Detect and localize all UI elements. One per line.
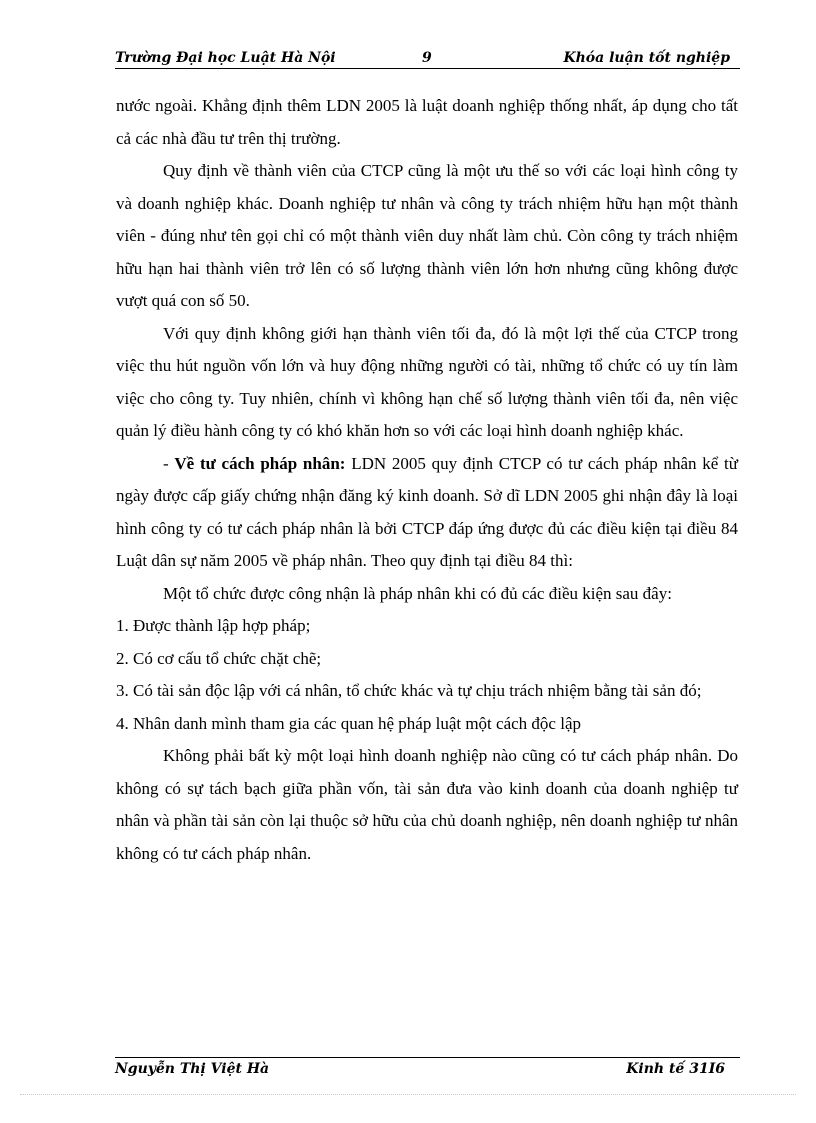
condition-item: 3. Có tài sản độc lập với cá nhân, tổ chức khác và tự chịu trách nhiệm bằng tài sản đó; <box>116 681 702 700</box>
condition-item: 2. Có cơ cấu tổ chức chặt chẽ; <box>116 648 322 668</box>
condition-item: 4. Nhân danh mình tham gia các quan hệ pháp luật một cách độc lập <box>116 713 581 733</box>
paragraph-continued: nước ngoài. Khẳng định thêm LDN 2005 là luật doanh nghiệp thống nhất, áp dụng cho tất cả các nhà đầu tư trên thị trường. <box>116 96 738 148</box>
condition-item: 1. Được thành lập hợp pháp; <box>116 616 311 635</box>
page-header <box>115 48 740 69</box>
paragraph-members: Quy định về thành viên của CTCP cũng là một ưu thế so với các loại hình công ty và doanh nghiệp khác. Doanh nghiệp tư nhân và công ty trách nhiệm hữu hạn một thành viên - đúng như tên gọi chỉ có một thành viên duy nhất làm chủ. Còn công ty trách nhiệm hữu hạn hai thành viên trở lên có số lượng thành viên lớn hơn nhưng cũng không được vượt quá con số 50. <box>116 161 738 310</box>
conditions-intro: Một tổ chức được công nhận là pháp nhân khi có đủ các điều kiện sau đây: <box>163 583 672 603</box>
paragraph-unlimited-members: Với quy định không giới hạn thành viên tối đa, đó là một lợi thế của CTCP trong việc thu hút nguồn vốn lớn và huy động những người có tài, những tổ chức có uy tín làm việc cho công ty. Tuy nhiên, chính vì không hạn chế số lượng thành viên tối đa, nên việc quản lý điều hành công ty có khó khăn hơn so với các loại hình doanh nghiệp khác. <box>116 323 738 440</box>
footer-class: Kinh tế 31I6 <box>626 1061 725 1077</box>
page-bottom-edge <box>20 1094 796 1095</box>
header-page-number: 9 <box>422 50 432 66</box>
legal-entity-prefix: - <box>163 453 175 473</box>
legal-entity-heading: Về tư cách pháp nhân: <box>174 453 346 473</box>
paragraph-closing: Không phải bất kỳ một loại hình doanh nghiệp nào cũng có tư cách pháp nhân. Do không có sự tách bạch giữa phần vốn, tài sản đưa vào kinh doanh của doanh nghiệp tư nhân và phần tài sản còn lại thuộc sở hữu của chủ doanh nghiệp, nên doanh nghiệp tư nhân không có tư cách pháp nhân. <box>116 746 738 863</box>
header-document-type: Khóa luận tốt nghiệp <box>563 50 730 66</box>
legal-entity-text: LDN 2005 quy định CTCP có tư cách pháp nhân kể từ ngày được cấp giấy chứng nhận đăng ký kinh doanh. Sở dĩ LDN 2005 ghi nhận đây là loại hình công ty có tư cách pháp nhân là bởi CTCP đáp ứng được đủ các điều kiện tại điều 84 Luật dân sự năm 2005 về pháp nhân. Theo quy định tại điều 84 thì: <box>116 453 738 570</box>
page-body <box>116 90 738 870</box>
header-university: Trường Đại học Luật Hà Nội <box>115 50 336 66</box>
paragraph-legal-entity <box>116 448 738 578</box>
page-footer <box>115 1057 740 1078</box>
footer-author: Nguyễn Thị Việt Hà <box>115 1061 270 1077</box>
